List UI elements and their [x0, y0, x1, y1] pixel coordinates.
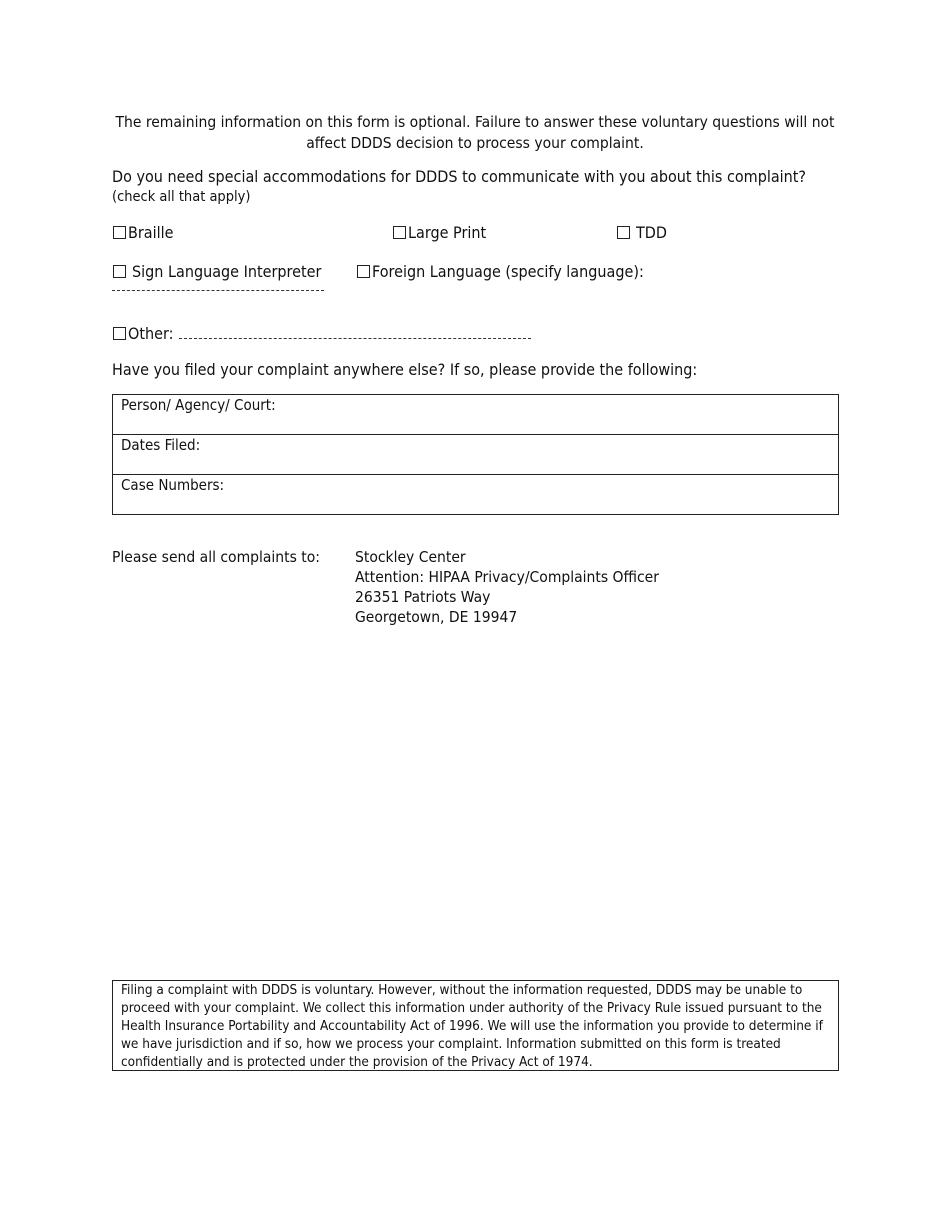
table-row [113, 435, 839, 475]
tdd-label: TDD [636, 223, 667, 242]
address-line-1: Stockley Center [355, 548, 466, 566]
filed-elsewhere-table [112, 394, 839, 515]
option-foreign-language[interactable] [357, 261, 644, 282]
case-numbers-label: Case Numbers: [121, 476, 225, 494]
option-tdd[interactable] [617, 222, 667, 243]
dates-filed-cell[interactable] [113, 435, 839, 475]
accommodations-question: Do you need special accommodations for DDDS to communicate with you about this complaint? [112, 167, 807, 186]
accommodations-instruction: (check all that apply) [112, 189, 251, 205]
address-line-3: 26351 Patriots Way [355, 588, 491, 606]
large-print-checkbox[interactable] [393, 226, 406, 239]
option-large-print[interactable] [393, 222, 486, 243]
intro-text: The remaining information on this form is optional. Failure to answer these voluntary questions will not affect DDDS decision to process your complaint. [115, 113, 835, 152]
case-numbers-cell[interactable] [113, 475, 839, 515]
braille-label: Braille [128, 223, 174, 242]
person-agency-court-cell[interactable] [113, 395, 839, 435]
send-to-label: Please send all complaints to: [112, 548, 321, 566]
option-sign-language[interactable] [113, 261, 321, 282]
foreign-language-checkbox[interactable] [357, 265, 370, 278]
foreign-language-label: Foreign Language (specify language): [372, 262, 644, 281]
privacy-notice-box [112, 980, 839, 1071]
tdd-checkbox[interactable] [617, 226, 630, 239]
dates-filed-label: Dates Filed: [121, 436, 201, 454]
table-row [113, 475, 839, 515]
other-checkbox[interactable] [113, 327, 126, 340]
address-line-4: Georgetown, DE 19947 [355, 608, 518, 626]
mailing-address [355, 547, 659, 627]
person-agency-court-label: Person/ Agency/ Court: [121, 396, 276, 414]
other-label: Other: [128, 324, 174, 343]
privacy-notice-text: Filing a complaint with DDDS is voluntary. However, without the information requested, DDDS may be unable to proceed with your complaint. We collect this information under authority of the Privacy Rule issued pursuant to the Health Insurance Portability and Accountability Act of 1996. We will use the information you provide to determine if we have jurisdiction and if so, how we process your complaint. Information submitted on this form is treated confidentially and is protected under the provision of the Privacy Act of 1974. [121, 982, 823, 1070]
sign-language-checkbox[interactable] [113, 265, 126, 278]
other-input-line[interactable] [179, 338, 531, 339]
option-other[interactable] [113, 323, 531, 344]
table-row [113, 395, 839, 435]
sign-language-label: Sign Language Interpreter [132, 262, 322, 281]
option-braille[interactable] [113, 222, 173, 243]
filed-elsewhere-question: Have you filed your complaint anywhere else? If so, please provide the following: [112, 360, 698, 379]
braille-checkbox[interactable] [113, 226, 126, 239]
address-line-2: Attention: HIPAA Privacy/Complaints Officer [355, 568, 659, 586]
foreign-language-input-line[interactable] [112, 290, 324, 291]
large-print-label: Large Print [408, 223, 487, 242]
